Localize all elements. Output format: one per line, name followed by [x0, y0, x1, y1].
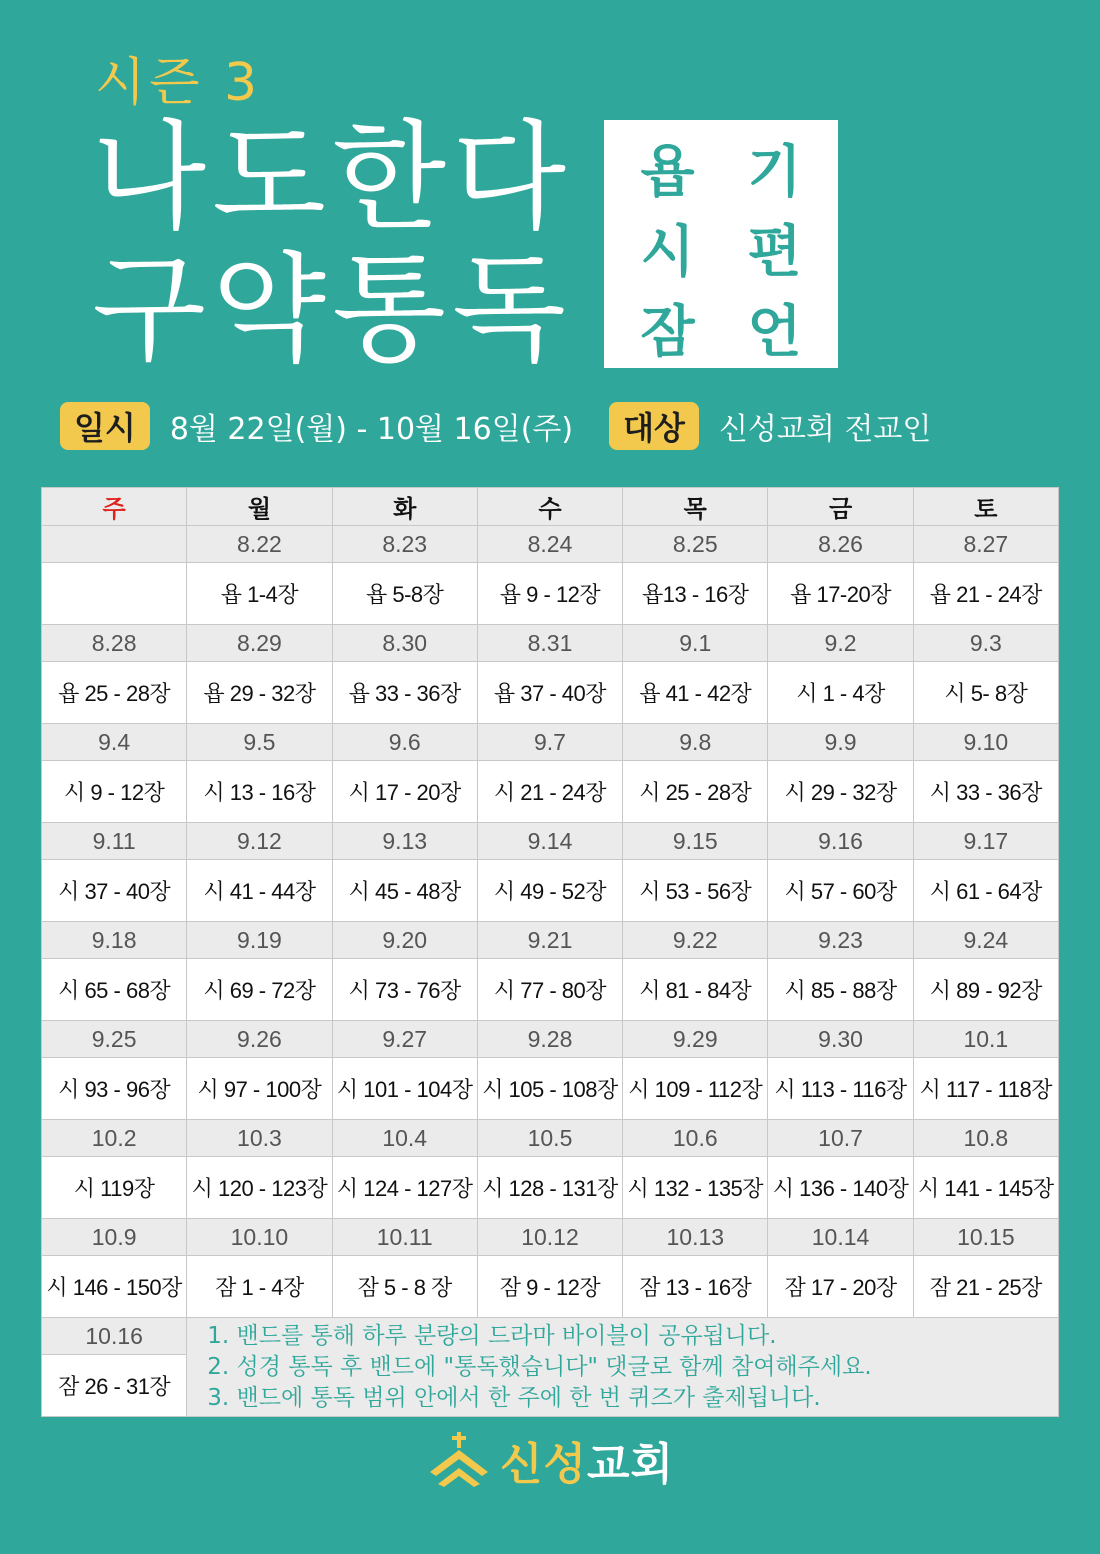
date-cell: 10.6	[623, 1120, 768, 1157]
books-box	[604, 120, 838, 368]
date-cell: 9.11	[42, 823, 187, 860]
chapter-cell: 시 109 - 112장	[623, 1058, 768, 1120]
chapter-cell: 욥 29 - 32장	[187, 662, 332, 724]
date-cell: 9.6	[332, 724, 477, 761]
chapter-cell: 시 33 - 36장	[913, 761, 1058, 823]
chapter-cell: 시 57 - 60장	[768, 860, 913, 922]
logo-text-part-2: 교회	[587, 1439, 675, 1490]
chapter-cell: 시 29 - 32장	[768, 761, 913, 823]
date-cell: 9.17	[913, 823, 1058, 860]
chapter-row	[42, 959, 1059, 1021]
date-cell: 9.1	[623, 625, 768, 662]
chapter-cell: 욥 1-4장	[187, 563, 332, 625]
date-cell: 9.12	[187, 823, 332, 860]
date-cell: 10.8	[913, 1120, 1058, 1157]
date-cell: 9.20	[332, 922, 477, 959]
chapter-cell: 잠 5 - 8 장	[332, 1256, 477, 1318]
date-cell: 10.14	[768, 1219, 913, 1256]
chapter-cell: 시 117 - 118장	[913, 1058, 1058, 1120]
chapter-cell: 욥 33 - 36장	[332, 662, 477, 724]
chapter-cell: 시 101 - 104장	[332, 1058, 477, 1120]
book-char: 기	[747, 140, 802, 205]
date-row	[42, 526, 1059, 563]
day-header-row	[42, 488, 1059, 526]
date-cell: 9.13	[332, 823, 477, 860]
chapter-cell: 시 1 - 4장	[768, 662, 913, 724]
date-cell: 9.10	[913, 724, 1058, 761]
chapter-cell: 잠 13 - 16장	[623, 1256, 768, 1318]
chapter-row	[42, 761, 1059, 823]
date-cell: 8.24	[477, 526, 622, 563]
day-header: 목	[623, 488, 768, 526]
chapter-cell: 욥 5-8장	[332, 563, 477, 625]
chapter-row	[42, 1256, 1059, 1318]
date-row	[42, 922, 1059, 959]
date-cell: 8.31	[477, 625, 622, 662]
chapter-cell: 시 49 - 52장	[477, 860, 622, 922]
chapter-cell: 잠 17 - 20장	[768, 1256, 913, 1318]
date-cell: 10.13	[623, 1219, 768, 1256]
date-cell: 9.2	[768, 625, 913, 662]
chapter-cell: 시 77 - 80장	[477, 959, 622, 1021]
date-row	[42, 1318, 1059, 1355]
date-cell: 8.30	[332, 625, 477, 662]
date-cell: 8.23	[332, 526, 477, 563]
chapter-cell: 시 25 - 28장	[623, 761, 768, 823]
date-cell: 8.26	[768, 526, 913, 563]
date-cell: 10.15	[913, 1219, 1058, 1256]
chapter-cell: 욥 25 - 28장	[42, 662, 187, 724]
chapter-cell: 시 119장	[42, 1157, 187, 1219]
chapter-cell: 시 61 - 64장	[913, 860, 1058, 922]
date-cell: 9.14	[477, 823, 622, 860]
title-line-1: 나도한다	[92, 108, 572, 246]
chapter-cell: 잠 9 - 12장	[477, 1256, 622, 1318]
date-row	[42, 1021, 1059, 1058]
date-cell: 9.8	[623, 724, 768, 761]
date-cell	[42, 526, 187, 563]
season-label: 시즌 3	[95, 53, 262, 113]
chapter-cell: 시 85 - 88장	[768, 959, 913, 1021]
date-cell: 10.5	[477, 1120, 622, 1157]
date-row	[42, 823, 1059, 860]
book-char: 언	[747, 300, 802, 365]
date-cell: 10.11	[332, 1219, 477, 1256]
book-char: 욥	[640, 140, 695, 205]
chapter-cell: 시 53 - 56장	[623, 860, 768, 922]
date-label-badge: 일시	[60, 402, 150, 450]
date-cell: 9.7	[477, 724, 622, 761]
day-header: 월	[187, 488, 332, 526]
date-cell: 10.9	[42, 1219, 187, 1256]
chapter-cell: 시 120 - 123장	[187, 1157, 332, 1219]
chapter-cell: 욥 37 - 40장	[477, 662, 622, 724]
date-cell: 9.26	[187, 1021, 332, 1058]
chapter-cell: 욥 21 - 24장	[913, 563, 1058, 625]
date-cell: 8.29	[187, 625, 332, 662]
chapter-cell: 시 17 - 20장	[332, 761, 477, 823]
date-cell: 9.24	[913, 922, 1058, 959]
chapter-cell: 잠 1 - 4장	[187, 1256, 332, 1318]
day-header: 화	[332, 488, 477, 526]
chapter-row	[42, 1058, 1059, 1120]
chapter-cell: 시 146 - 150장	[42, 1256, 187, 1318]
chapter-cell: 시 93 - 96장	[42, 1058, 187, 1120]
chapter-cell: 시 73 - 76장	[332, 959, 477, 1021]
day-header: 주	[42, 488, 187, 526]
chapter-cell: 욥 17-20장	[768, 563, 913, 625]
chapter-cell: 시 141 - 145장	[913, 1157, 1058, 1219]
logo-text-part-1: 신성	[500, 1439, 588, 1490]
date-cell: 8.22	[187, 526, 332, 563]
note-line: 1. 밴드를 통해 하루 분량의 드라마 바이블이 공유됩니다.	[207, 1322, 777, 1349]
date-cell: 9.29	[623, 1021, 768, 1058]
book-char: 잠	[640, 300, 695, 365]
book-char: 편	[747, 220, 802, 285]
date-cell: 9.30	[768, 1021, 913, 1058]
date-cell: 9.19	[187, 922, 332, 959]
reading-schedule-table	[41, 487, 1059, 1417]
chapter-cell: 시 41 - 44장	[187, 860, 332, 922]
date-cell: 9.3	[913, 625, 1058, 662]
chapter-cell: 시 136 - 140장	[768, 1157, 913, 1219]
target-value: 신성교회 전교인	[718, 412, 932, 447]
chapter-cell: 시 37 - 40장	[42, 860, 187, 922]
note-line: 2. 성경 통독 후 밴드에 "통독했습니다" 댓글로 함께 참여해주세요.	[207, 1353, 872, 1380]
chapter-cell: 시 5- 8장	[913, 662, 1058, 724]
title-line-2: 구약통독	[92, 240, 572, 378]
date-cell: 9.22	[623, 922, 768, 959]
date-cell: 9.16	[768, 823, 913, 860]
chapter-row	[42, 563, 1059, 625]
church-roof-cross-icon	[428, 1432, 492, 1488]
date-cell: 9.25	[42, 1021, 187, 1058]
date-cell: 8.25	[623, 526, 768, 563]
target-label-badge: 대상	[609, 402, 699, 450]
date-cell: 10.12	[477, 1219, 622, 1256]
date-cell: 9.28	[477, 1021, 622, 1058]
date-cell: 9.18	[42, 922, 187, 959]
chapter-row	[42, 1157, 1059, 1219]
chapter-cell: 시 21 - 24장	[477, 761, 622, 823]
date-cell: 8.28	[42, 625, 187, 662]
date-cell: 9.23	[768, 922, 913, 959]
chapter-cell: 욥13 - 16장	[623, 563, 768, 625]
chapter-cell: 시 97 - 100장	[187, 1058, 332, 1120]
date-row	[42, 1219, 1059, 1256]
date-cell: 10.1	[913, 1021, 1058, 1058]
chapter-cell: 시 132 - 135장	[623, 1157, 768, 1219]
chapter-cell: 욥 41 - 42장	[623, 662, 768, 724]
chapter-cell: 시 113 - 116장	[768, 1058, 913, 1120]
day-header: 수	[477, 488, 622, 526]
date-row	[42, 625, 1059, 662]
chapter-cell: 시 89 - 92장	[913, 959, 1058, 1021]
day-header: 금	[768, 488, 913, 526]
church-logo	[428, 1428, 674, 1492]
date-cell: 9.9	[768, 724, 913, 761]
chapter-row	[42, 860, 1059, 922]
date-row	[42, 1120, 1059, 1157]
date-cell: 10.3	[187, 1120, 332, 1157]
date-cell: 9.21	[477, 922, 622, 959]
chapter-cell: 시 128 - 131장	[477, 1157, 622, 1219]
info-bar	[60, 402, 967, 450]
chapter-cell: 시 124 - 127장	[332, 1157, 477, 1219]
book-char: 시	[640, 220, 695, 285]
date-cell: 8.27	[913, 526, 1058, 563]
chapter-cell: 잠 26 - 31장	[42, 1355, 187, 1417]
date-cell: 10.16	[42, 1318, 187, 1355]
date-row	[42, 724, 1059, 761]
day-header: 토	[913, 488, 1058, 526]
chapter-cell: 욥 9 - 12장	[477, 563, 622, 625]
chapter-cell: 시 81 - 84장	[623, 959, 768, 1021]
chapter-cell: 시 13 - 16장	[187, 761, 332, 823]
note-line: 3. 밴드에 통독 범위 안에서 한 주에 한 번 퀴즈가 출제됩니다.	[207, 1384, 821, 1411]
date-value: 8월 22일(월) - 10월 16일(주)	[169, 412, 574, 447]
chapter-row	[42, 662, 1059, 724]
chapter-cell	[42, 563, 187, 625]
date-cell: 9.5	[187, 724, 332, 761]
chapter-cell: 시 69 - 72장	[187, 959, 332, 1021]
chapter-cell: 시 9 - 12장	[42, 761, 187, 823]
chapter-cell: 시 45 - 48장	[332, 860, 477, 922]
date-cell: 10.4	[332, 1120, 477, 1157]
date-cell: 9.27	[332, 1021, 477, 1058]
date-cell: 9.4	[42, 724, 187, 761]
notes-cell	[187, 1318, 1059, 1417]
date-cell: 10.10	[187, 1219, 332, 1256]
date-cell: 9.15	[623, 823, 768, 860]
chapter-cell: 시 105 - 108장	[477, 1058, 622, 1120]
date-cell: 10.7	[768, 1120, 913, 1157]
chapter-cell: 시 65 - 68장	[42, 959, 187, 1021]
date-cell: 10.2	[42, 1120, 187, 1157]
chapter-cell: 잠 21 - 25장	[913, 1256, 1058, 1318]
